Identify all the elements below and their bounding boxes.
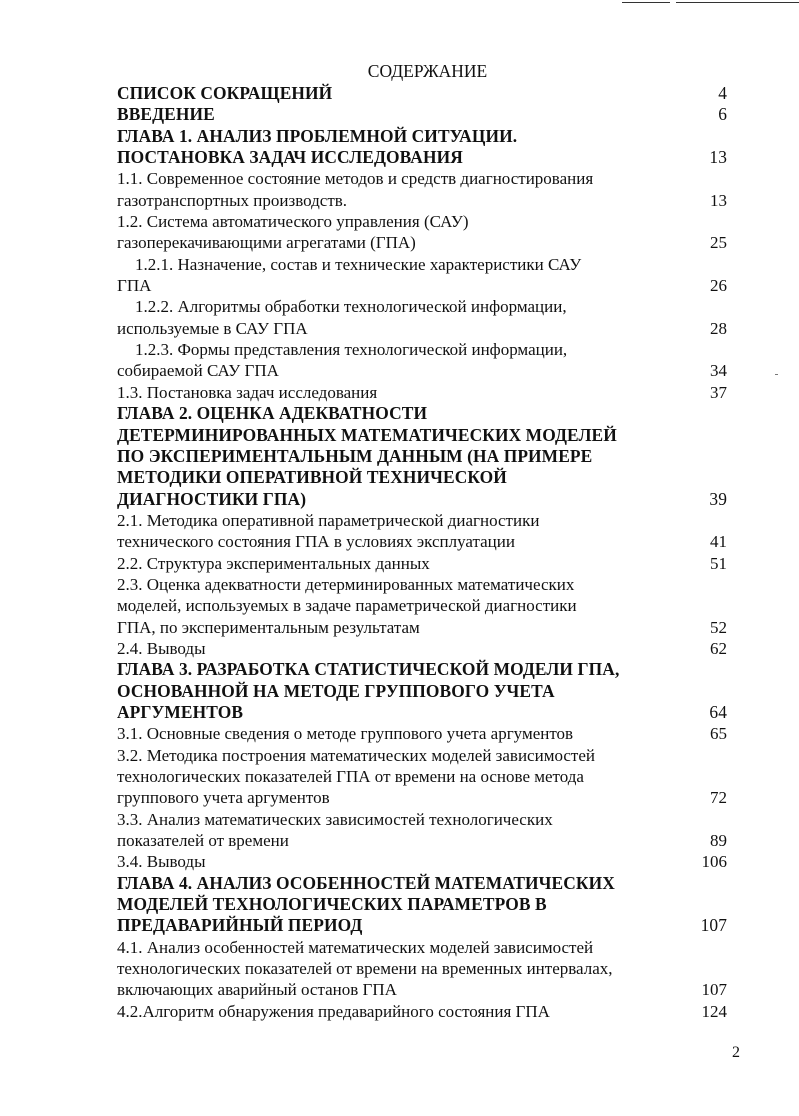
toc-entry-text: моделей, используемых в задаче параметрической диагностики [117,596,577,616]
toc-entry-page: 65 [710,724,727,744]
toc-entry [117,531,727,552]
toc-entry-text: МЕТОДИКИ ОПЕРАТИВНОЙ ТЕХНИЧЕСКОЙ [117,467,507,488]
toc-entry [117,510,727,531]
toc-entry-page: 34 [710,361,727,381]
scan-top-rule [622,2,670,3]
toc-entry-page: 28 [710,318,727,338]
toc-entry [117,446,727,467]
toc-entry-page: 26 [710,276,727,296]
toc-entry-text: 1.2.2. Алгоритмы обработки технологической информации, [135,297,567,317]
toc-entry [117,745,727,766]
scan-artifact [775,374,778,375]
toc-entry-page: 39 [709,488,727,509]
toc-entry-page: 72 [710,788,727,808]
toc-entry-text: СПИСОК СОКРАЩЕНИЙ [117,83,333,103]
toc-entry [117,638,727,659]
toc-entry-text: ПРЕДАВАРИЙНЫЙ ПЕРИОД [117,915,363,936]
toc-heading: СОДЕРЖАНИЕ [367,61,488,81]
toc-entry-text: технологических показателей ГПА от времени на основе метода [117,767,584,786]
toc-entry [117,360,727,381]
toc-entry-page: 37 [710,382,727,402]
toc-entry-page: 25 [710,233,727,253]
toc-entry [117,723,727,744]
toc-entry-page: 13 [709,147,727,168]
toc-entry-page: 62 [710,638,727,658]
toc-entry-text: ВВЕДЕНИЕ [117,104,215,125]
toc-entry-page: 64 [709,701,727,722]
toc-entry [117,659,727,680]
toc-entry-text: газоперекачивающими агрегатами (ГПА) [117,233,416,253]
toc-entry [117,254,727,275]
toc-entry-page: 89 [710,831,727,851]
toc-entry-text: 4.1. Анализ особенностей математических моделей зависимостей [117,937,594,957]
toc-entry-text: 3.3. Анализ математических зависимостей технологических [117,809,553,829]
toc-entry [117,83,727,104]
toc-entry-text: газотранспортных производств. [117,190,348,210]
toc-entry [117,702,727,723]
toc-entry [117,553,727,574]
toc-entry [117,787,727,808]
toc-entry [117,168,727,189]
toc-entry [117,339,727,360]
toc-entry [117,296,727,317]
toc-entry [117,275,727,296]
toc-entry-text: ПО ЭКСПЕРИМЕНТАЛЬНЫМ ДАННЫМ (НА ПРИМЕРЕ [117,445,593,466]
toc-entry-page: 106 [701,852,727,872]
toc-entry [117,489,727,510]
toc-entry-text: 1.2.1. Назначение, состав и технические характеристики САУ [135,254,582,274]
toc-entry [117,894,727,915]
toc-entry-text: технологических показателей от времени на временных интервалах, [117,959,613,979]
toc-entry-text: АРГУМЕНТОВ [117,701,244,722]
toc-entry-text: ПОСТАНОВКА ЗАДАЧ ИССЛЕДОВАНИЯ [117,147,463,168]
toc-entry [117,830,727,851]
toc-entry-text: 2.4. Выводы [117,638,206,658]
scan-top-rule [676,2,799,3]
toc-entry [117,574,727,595]
toc-entry-text: ГПА [117,276,152,296]
toc-entry [117,595,727,616]
toc-entry-text: ГЛАВА 1. АНАЛИЗ ПРОБЛЕМНОЙ СИТУАЦИИ. [117,125,518,146]
toc-entry-text: технического состояния ГПА в условиях эксплуатации [117,532,515,552]
page-number: 2 [732,1044,740,1061]
toc-entry [117,958,727,979]
toc-entry [117,979,727,1000]
toc-entry-page: 107 [701,980,727,1000]
toc-entry [117,617,727,638]
toc-entry-text: 2.3. Оценка адекватности детерминированных математических [117,574,575,594]
toc-entry-page: 52 [710,617,727,637]
toc-entry [117,190,727,211]
toc-entry-text: собираемой САУ ГПА [117,361,279,381]
toc-entry [117,681,727,702]
toc-entry-text: 1.1. Современное состояние методов и средств диагностирования [117,169,594,189]
toc-entry-text: ГЛАВА 3. РАЗРАБОТКА СТАТИСТИЧЕСКОЙ МОДЕЛИ ГПА, [117,659,620,680]
toc-entry-text: ОСНОВАННОЙ НА МЕТОДЕ ГРУППОВОГО УЧЕТА [117,680,555,701]
toc-entry [117,873,727,894]
toc-entry-page: 41 [710,532,727,552]
toc-entry [117,382,727,403]
toc-entry [117,403,727,424]
toc-entry [117,126,727,147]
toc-entry-text: ГПА, по экспериментальным результатам [117,617,420,637]
toc-entry-text: МОДЕЛЕЙ ТЕХНОЛОГИЧЕСКИХ ПАРАМЕТРОВ В [117,894,547,915]
toc-entry-text: 1.2. Система автоматического управления (САУ) [117,212,469,232]
toc-entry [117,211,727,232]
toc-entry-text: 2.1. Методика оперативной параметрической диагностики [117,510,540,530]
toc-entry-page: 124 [701,1001,727,1021]
toc-entry-text: ГЛАВА 2. ОЦЕНКА АДЕКВАТНОСТИ [117,403,428,424]
toc-entry-text: ДЕТЕРМИНИРОВАННЫХ МАТЕМАТИЧЕСКИХ МОДЕЛЕЙ [117,424,617,445]
toc-entry-text: показателей от времени [117,831,289,851]
toc-entry-text: ДИАГНОСТИКИ ГПА) [117,488,307,509]
toc-entry-text: 3.1. Основные сведения о методе группового учета аргументов [117,724,574,744]
toc-entry [117,425,727,446]
toc-entry-page: 4 [718,83,727,103]
toc-entry [117,809,727,830]
toc-entry-text: 3.4. Выводы [117,852,206,872]
toc-entry-page: 107 [700,915,727,936]
toc-entry-text: группового учета аргументов [117,788,330,808]
toc-entry-text: 3.2. Методика построения математических моделей зависимостей [117,745,596,765]
toc-entry [117,915,727,936]
toc-entry [117,232,727,253]
toc-entry-text: 2.2. Структура экспериментальных данных [117,553,430,573]
toc-entry [117,104,727,125]
toc-entry-text: 1.2.3. Формы представления технологической информации, [135,340,568,360]
toc-entry-text: ГЛАВА 4. АНАЛИЗ ОСОБЕННОСТЕЙ МАТЕМАТИЧЕСКИХ [117,872,615,893]
toc-entry [117,851,727,872]
toc-entry [117,467,727,488]
toc-entry-page: 6 [718,104,727,125]
toc-entry-page: 51 [710,553,727,573]
toc-entry-text: 4.2.Алгоритм обнаружения предаварийного состояния ГПА [117,1001,550,1021]
toc-entry [117,766,727,787]
toc-entry-text: включающих аварийный останов ГПА [117,980,397,1000]
table-of-contents [117,83,727,1022]
toc-entry [117,147,727,168]
toc-entry [117,937,727,958]
toc-entry-text: используемые в САУ ГПА [117,318,308,338]
toc-entry-text: 1.3. Постановка задач исследования [117,382,378,402]
toc-entry [117,318,727,339]
toc-entry [117,1001,727,1022]
toc-entry-page: 13 [710,190,727,210]
